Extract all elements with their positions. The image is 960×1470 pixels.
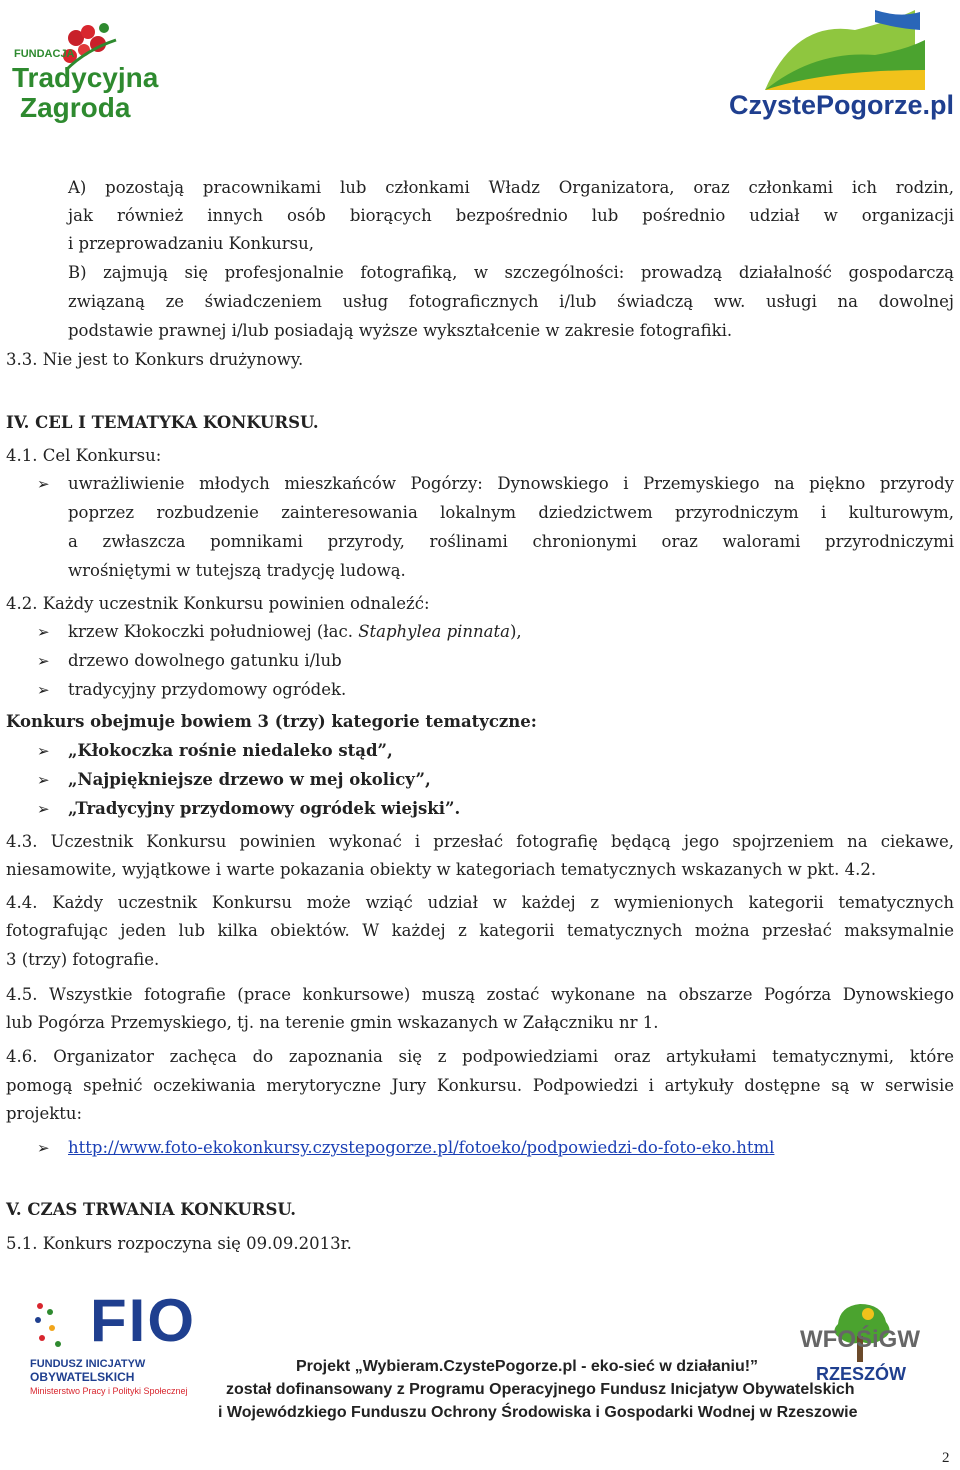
text-line: jak również innych osób biorących bezpośrednio lub pośrednio udział w organizacji bbox=[68, 206, 954, 225]
arrow-bullet-icon: ➢ bbox=[37, 681, 50, 699]
list-item-text: krzew Kłokoczki południowej (łac. bbox=[68, 622, 359, 641]
categories-heading: Konkurs obejmuje bowiem 3 (trzy) kategorie tematyczne: bbox=[6, 712, 537, 731]
list-item bbox=[68, 621, 522, 643]
text-line: podstawie prawnej i/lub posiadają wyższe wykształcenie w zakresie fotografiki. bbox=[68, 321, 733, 340]
text-line: uwrażliwienie młodych mieszkańców Pogórzy: Dynowskiego i Przemyskiego na piękno przyrody bbox=[68, 474, 954, 493]
text-line: poprzez rozbudzenie zainteresowania lokalnym dziedzictwem przyrodniczym i kulturowym, bbox=[68, 503, 954, 522]
text-line: lub Pogórza Przemyskiego, tj. na terenie gmin wskazanych w Załączniku nr 1. bbox=[6, 1013, 659, 1032]
text-line: wrośniętymi w tutejszą tradycję ludową. bbox=[68, 561, 406, 580]
fio-sub1: FUNDUSZ INICJATYW bbox=[30, 1358, 146, 1370]
arrow-bullet-icon: ➢ bbox=[37, 800, 50, 818]
list-item: drzewo dowolnego gatunku i/lub bbox=[68, 651, 342, 670]
list-item: tradycyjny przydomowy ogródek. bbox=[68, 680, 347, 699]
text-line: 3.3. Nie jest to Konkurs drużynowy. bbox=[6, 350, 304, 369]
dots-icon bbox=[30, 1298, 70, 1358]
footer-line: został dofinansowany z Programu Operacyjnego Fundusz Inicjatyw Obywatelskich bbox=[226, 1381, 855, 1398]
category-item: „Najpiękniejsze drzewo w mej okolicy”, bbox=[68, 770, 431, 789]
wfos-logo-text: WFOŚiGW bbox=[800, 1326, 920, 1353]
logo-line1: Tradycyjna bbox=[12, 62, 159, 93]
fio-sub3: Ministerstwo Pracy i Polityki Społecznej bbox=[30, 1386, 188, 1396]
arrow-bullet-icon: ➢ bbox=[37, 623, 50, 641]
text-line: A) pozostają pracownikami lub członkami Władz Organizatora, oraz członkami ich rodzin, bbox=[68, 178, 954, 197]
page-number: 2 bbox=[942, 1450, 950, 1466]
text-line: związaną ze świadczeniem usług fotograficznych i/lub świadczą ww. usługi na dowolnej bbox=[68, 292, 954, 311]
wfos-city: RZESZÓW bbox=[816, 1364, 906, 1384]
text-line: 4.4. Każdy uczestnik Konkursu może wziąć udział w każdej z wymienionych kategorii tematycznych bbox=[6, 893, 954, 912]
text-line: i przeprowadzaniu Konkursu, bbox=[68, 234, 314, 253]
text-line: 4.6. Organizator zachęca do zapoznania się z podpowiedziami oraz artykułami tematycznymi, które bbox=[6, 1047, 954, 1066]
fio-sub2: OBYWATELSKICH bbox=[30, 1370, 135, 1384]
logo-small-label: FUNDACJA bbox=[14, 48, 75, 60]
text-line: 4.3. Uczestnik Konkursu powinien wykonać i przesłać fotografię będącą jego spojrzeniem na ciekawe, bbox=[6, 832, 954, 851]
text-line: 3 (trzy) fotografie. bbox=[6, 950, 160, 969]
text-line: 5.1. Konkurs rozpoczyna się 09.09.2013r. bbox=[6, 1234, 352, 1253]
arrow-bullet-icon: ➢ bbox=[37, 475, 50, 493]
category-item: „Kłokoczka rośnie niedaleko stąd”, bbox=[68, 741, 393, 760]
footer-line: Projekt „Wybieram.CzystePogorze.pl - eko-sieć w działaniu!” bbox=[296, 1358, 759, 1375]
text-line: fotografując jeden lub kilka obiektów. W każdej z kategorii tematycznych można przesłać maksymalnie bbox=[6, 921, 954, 940]
section-heading: IV. CEL I TEMATYKA KONKURSU. bbox=[6, 413, 319, 432]
section-heading: V. CZAS TRWANIA KONKURSU. bbox=[6, 1200, 297, 1219]
text-line: projektu: bbox=[6, 1104, 83, 1123]
czyste-pogorze-logo bbox=[725, 10, 955, 125]
arrow-bullet-icon: ➢ bbox=[37, 652, 50, 670]
text-line: 4.2. Każdy uczestnik Konkursu powinien odnaleźć: bbox=[6, 594, 430, 613]
hints-link[interactable]: http://www.foto-ekokonkursy.czystepogorze.pl/fotoeko/podpowiedzi-do-foto-eko.html bbox=[68, 1138, 775, 1157]
text-line: 4.5. Wszystkie fotografie (prace konkursowe) muszą zostać wykonane na obszarze Pogórza Dynowskiego bbox=[6, 985, 954, 1004]
fio-logo bbox=[30, 1287, 205, 1402]
footer-line: i Wojewódzkiego Funduszu Ochrony Środowiska i Gospodarki Wodnej w Rzeszowie bbox=[218, 1404, 858, 1421]
category-item: „Tradycyjny przydomowy ogródek wiejski”. bbox=[68, 799, 461, 818]
czyste-pogorze-text: CzystePogorze.pl bbox=[729, 90, 955, 120]
text-line: a zwłaszcza pomnikami przyrody, roślinami chronionymi oraz walorami przyrodniczymi bbox=[68, 532, 954, 551]
text-line: 4.1. Cel Konkursu: bbox=[6, 446, 162, 465]
text-line: B) zajmują się profesjonalnie fotografiką, w szczególności: prowadzą działalność gospodarczą bbox=[68, 263, 954, 282]
fio-logo-text: FIO bbox=[90, 1287, 196, 1354]
arrow-bullet-icon: ➢ bbox=[37, 742, 50, 760]
hills-icon bbox=[725, 10, 950, 90]
arrow-bullet-icon: ➢ bbox=[37, 1139, 50, 1157]
arrow-bullet-icon: ➢ bbox=[37, 771, 50, 789]
text-line: niesamowite, wyjątkowe i warte pokazania obiekty w kategoriach tematycznych wskazanych w pkt. 4.2. bbox=[6, 860, 877, 879]
list-item-text: ), bbox=[510, 622, 522, 641]
tradycyjna-zagroda-logo bbox=[6, 10, 206, 125]
latin-name: Staphylea pinnata bbox=[358, 622, 510, 641]
text-line: pomogą spełnić oczekiwania merytoryczne Jury Konkursu. Podpowiedzi i artykuły dostępne są w serwisie bbox=[6, 1076, 954, 1095]
logo-line2: Zagroda bbox=[20, 92, 131, 123]
